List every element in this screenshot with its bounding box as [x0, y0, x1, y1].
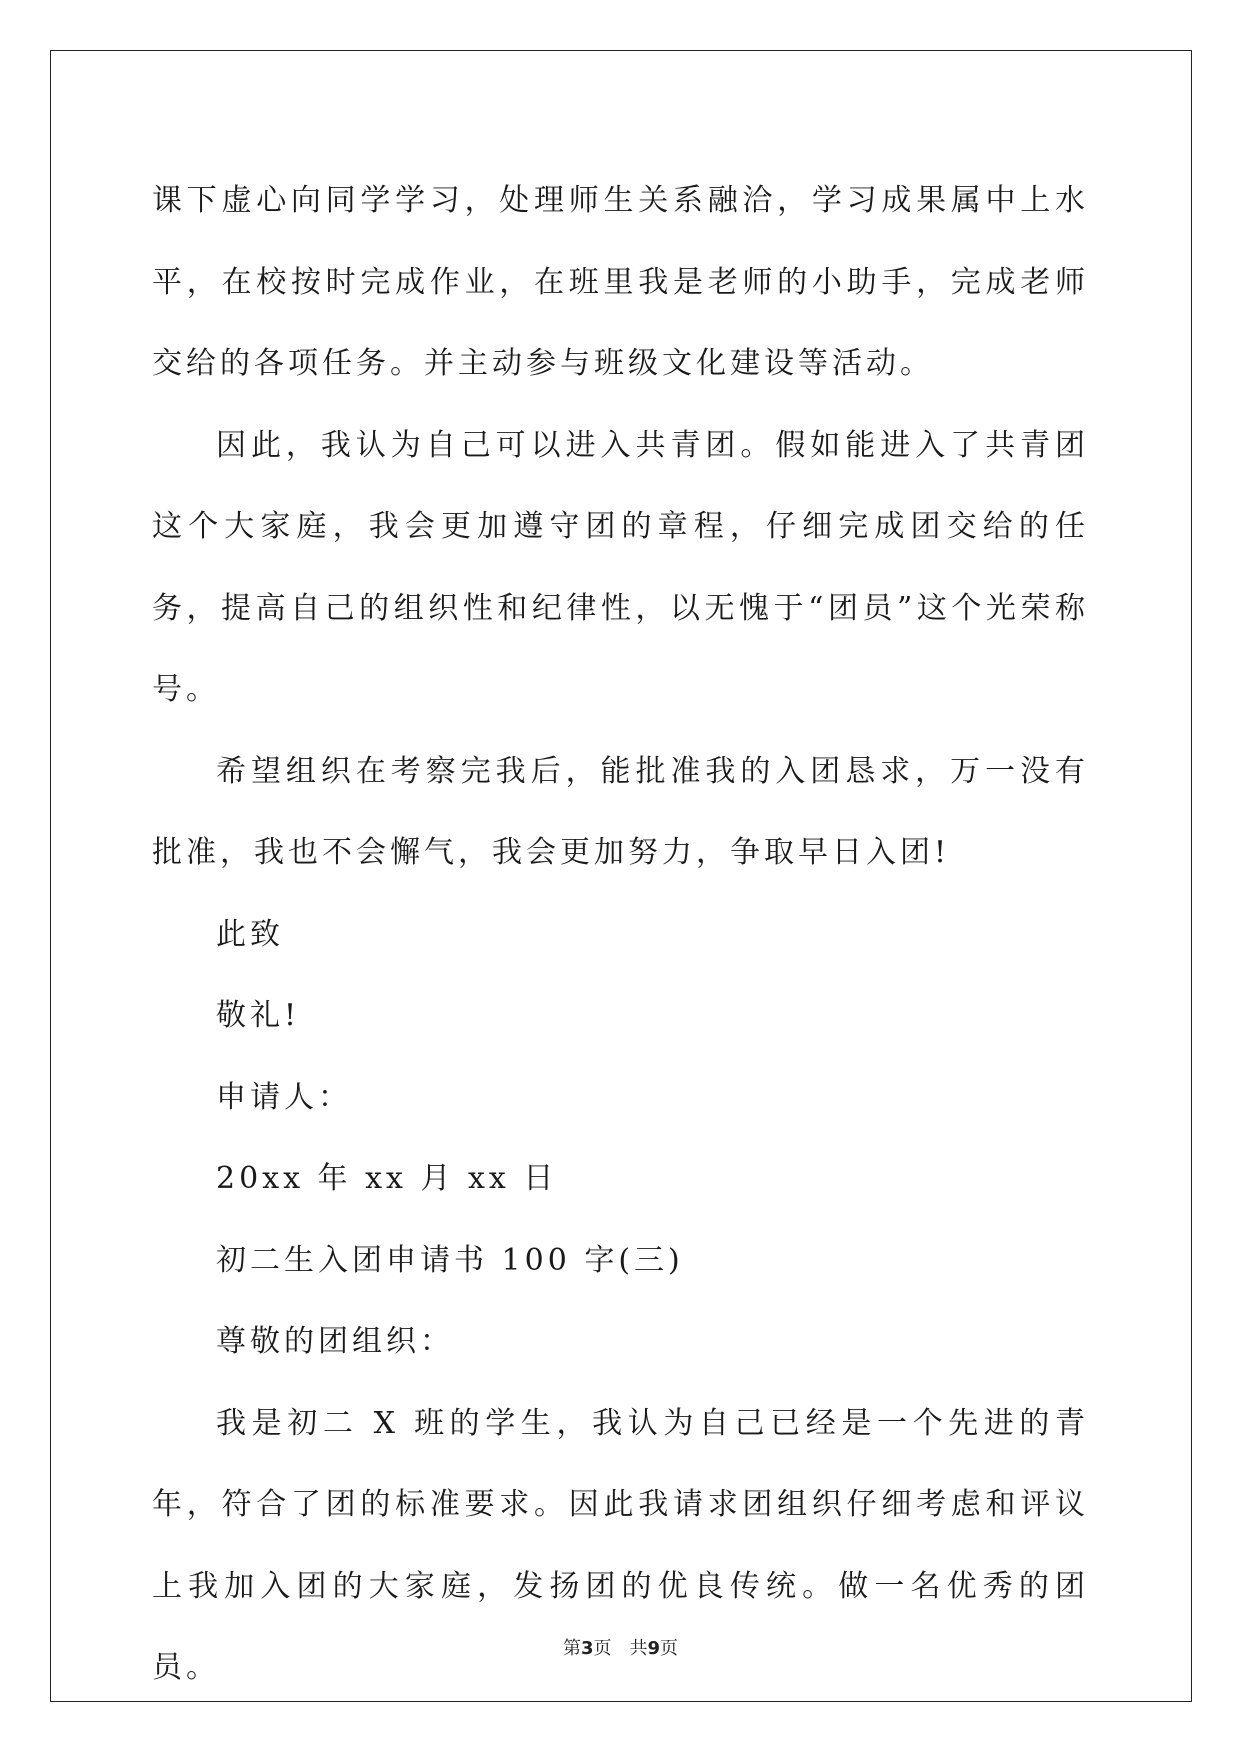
page-footer: [0, 1634, 1241, 1660]
total-pages: 9: [647, 1638, 661, 1659]
closing-salutation: 此致: [216, 916, 284, 952]
document-body: [152, 160, 1089, 1709]
page-suffix: 页: [593, 1638, 612, 1659]
date-line: 20xx 年 xx 月 xx 日: [216, 1161, 558, 1196]
paragraph-1: 课下虚心向同学学习，处理师生关系融洽，学习成果属中上水平，在校按时完成作业，在班里我是老师的小助手，完成老师交给的各项任务。并主动参与班级文化建设等活动。: [152, 183, 1089, 381]
total-suffix: 页: [660, 1638, 679, 1659]
page-number: 3: [580, 1638, 594, 1659]
applicant-label: 申请人：: [216, 1079, 352, 1115]
paragraph-2: 因此，我认为自己可以进入共青团。假如能进入了共青团这个大家庭，我会更加遵守团的章程，仔细完成团交给的任务，提高自己的组织性和纪律性，以无愧于“团员”这个光荣称号。: [152, 427, 1089, 707]
greeting: 尊敬的团组织：: [216, 1324, 454, 1359]
paragraph-body: 我是初二 X 班的学生，我认为自己已经是一个先进的青年，符合了团的标准要求。因此我请求团组织仔细考虑和评议上我加入团的大家庭，发扬团的优良传统。做一名优秀的团员。: [152, 1405, 1089, 1685]
paragraph-3: 希望组织在考察完我后，能批准我的入团恳求，万一没有批准，我也不会懈气，我会更加努力，争取早日入团!: [152, 753, 1089, 870]
total-prefix: 共: [629, 1638, 648, 1659]
closing-regards: 敬礼!: [216, 998, 301, 1033]
section-title: 初二生入团申请书 100 字(三): [216, 1242, 684, 1278]
page-prefix: 第: [562, 1638, 581, 1659]
